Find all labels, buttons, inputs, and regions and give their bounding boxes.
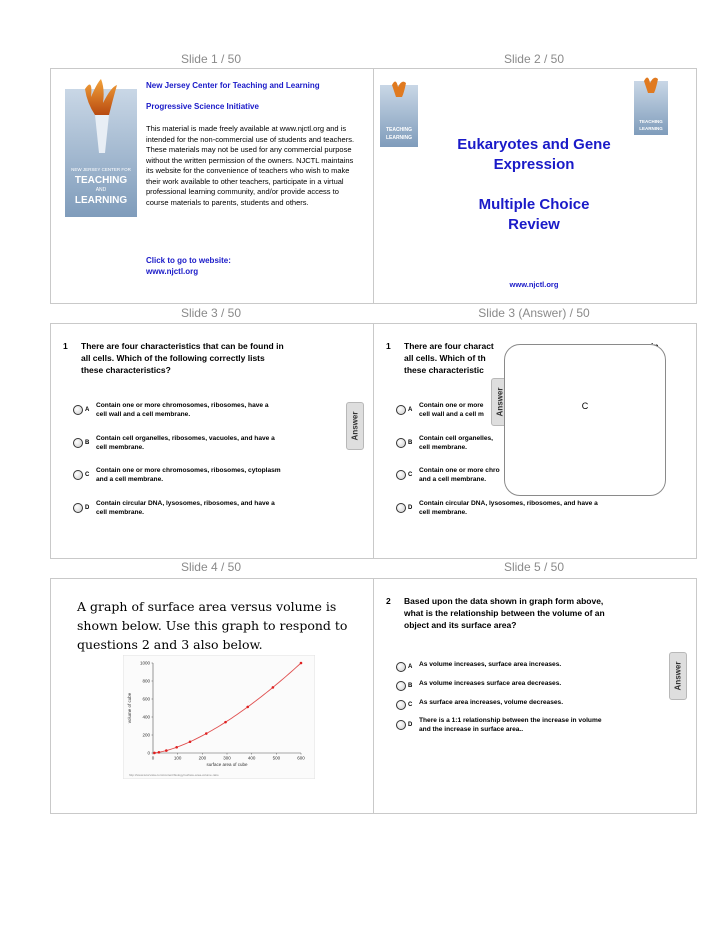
option-letter: C — [408, 702, 413, 708]
slide-3-answer[interactable] — [373, 323, 697, 559]
slide-caption-3-answer: Slide 3 (Answer) / 50 — [478, 306, 590, 320]
slide-caption-5: Slide 5 / 50 — [503, 560, 565, 574]
data-point — [153, 752, 156, 755]
instructions-line2: shown below. Use this graph to respond to — [77, 618, 348, 633]
question-number: 1 — [63, 341, 68, 351]
y-tick-label: 1000 — [139, 660, 150, 666]
logo-text-line3: AND — [95, 187, 107, 193]
option-text: As volume increases surface area decreases. — [419, 680, 562, 687]
option-text: As volume increases, surface area increases. — [419, 661, 562, 668]
question-line1: Based upon the data shown in graph form above, — [404, 596, 604, 606]
option-text: Contain one or more cell wall and a cell m — [419, 402, 484, 418]
option-letter: D — [85, 505, 90, 511]
initiative-name: Progressive Science Initiative — [146, 102, 259, 111]
njctl-logo-left — [380, 79, 418, 147]
option-letter: C — [408, 472, 413, 478]
data-point — [272, 686, 275, 689]
option-b[interactable] — [388, 678, 688, 692]
question-line2: all cells. Which of th — [404, 353, 486, 363]
option-letter: A — [85, 407, 90, 413]
question-line3: these characteristics? — [81, 365, 171, 375]
option-letter: B — [408, 683, 413, 689]
slide-caption-3: Slide 3 / 50 — [180, 306, 242, 320]
surface-volume-chart — [123, 655, 315, 779]
intro-paragraph: This material is made freely available at www.njctl.org and is intended for the non-commercial use of students and teachers. These materials may not be used for any commercial purpose without the written permission of the owners. NJCTL maintains its website for the convenience of teachers who wish to make their work available to other teachers, participate in a virtual professional learning community, and/or provide access to course materials to parents, students and others. — [146, 124, 355, 207]
y-tick-label: 800 — [142, 678, 150, 684]
deck-subtitle-line2: Review — [508, 216, 560, 233]
option-text: As surface area increases, volume decreases. — [419, 699, 564, 706]
website-prompt: Click to go to website: — [146, 256, 231, 265]
graph-instructions — [77, 597, 347, 654]
slide-caption-4: Slide 4 / 50 — [180, 560, 242, 574]
option-letter: C — [85, 472, 90, 478]
option-text: Contain one or more chromosomes, ribosomes, cytoplasm and a cell membrane. — [96, 467, 281, 483]
data-point — [189, 740, 192, 743]
question-line2: what is the relationship between the volume of an — [404, 608, 605, 618]
question-number: 2 — [386, 596, 391, 606]
radio-button[interactable] — [396, 405, 406, 415]
x-tick-label: 100 — [173, 755, 182, 761]
org-name: New Jersey Center for Teaching and Learning — [146, 81, 320, 90]
slide-1[interactable] — [50, 68, 374, 304]
slide-5[interactable] — [373, 578, 697, 814]
x-tick-label: 400 — [247, 755, 256, 761]
njctl-logo — [65, 79, 137, 219]
slide-2[interactable] — [373, 68, 697, 304]
radio-button[interactable] — [73, 405, 83, 415]
slide-caption-2: Slide 2 / 50 — [503, 52, 565, 66]
option-text: There is a 1:1 relationship between the increase in volume and the increase in surface area.. — [419, 717, 602, 733]
radio-button[interactable] — [73, 438, 83, 448]
image-credit: http://www.tutorvista.com/content/biology/surface-area-volume-ratio — [129, 773, 219, 777]
option-text: Contain cell organelles, cell membrane. — [419, 435, 494, 451]
data-point — [205, 732, 208, 735]
njctl-logo-right — [634, 75, 668, 135]
radio-button[interactable] — [73, 470, 83, 480]
logo-text-line4: LEARNING — [74, 195, 128, 206]
instructions-line1: A graph of surface area versus volume is — [77, 599, 337, 614]
answer-tab-label: Answer — [350, 411, 360, 441]
option-letter: D — [408, 722, 413, 728]
x-tick-label: 200 — [198, 755, 207, 761]
option-d[interactable] — [388, 717, 688, 737]
question-line2: all cells. Which of the following correctly lists — [81, 353, 265, 363]
radio-button[interactable] — [396, 503, 406, 513]
option-c[interactable] — [388, 697, 688, 711]
logo-left-text1: TEACHING — [385, 127, 413, 133]
question-number: 1 — [386, 341, 391, 351]
data-point — [300, 662, 303, 665]
answer-tab-label: Answer — [495, 387, 505, 417]
data-point — [246, 706, 249, 709]
option-letter: A — [408, 407, 413, 413]
slide-4[interactable] — [50, 578, 374, 814]
slide-caption-1: Slide 1 / 50 — [180, 52, 242, 66]
question-line1: There are four charact — [404, 341, 494, 351]
x-tick-label: 300 — [223, 755, 231, 761]
option-a[interactable] — [388, 659, 688, 673]
option-text: Contain circular DNA, lysosomes, ribosomes, and have a cell membrane. — [419, 500, 598, 516]
radio-button[interactable] — [396, 700, 406, 710]
logo-right-text2: LEARNING — [639, 126, 663, 131]
y-tick-label: 0 — [147, 750, 150, 756]
deck-title-line2: Expression — [493, 156, 575, 173]
question-line1: There are four characteristics that can be found in — [81, 341, 284, 351]
instructions-line3: questions 2 and 3 also below. — [77, 637, 263, 652]
x-tick-label: 0 — [151, 755, 155, 761]
option-letter: B — [85, 440, 90, 446]
answer-tab-label: Answer — [673, 661, 683, 691]
question-line3: object and its surface area? — [404, 620, 517, 630]
data-point — [165, 749, 168, 752]
x-tick-label: 600 — [297, 755, 305, 761]
radio-button[interactable] — [396, 470, 406, 480]
deck-title-line1: Eukaryotes and Gene — [457, 136, 611, 153]
option-letter: D — [408, 505, 413, 511]
radio-button[interactable] — [396, 681, 406, 691]
option-d[interactable] — [65, 500, 365, 520]
data-point — [175, 746, 178, 749]
answer-reveal-box[interactable] — [504, 344, 666, 496]
answer-value: C — [581, 401, 589, 411]
logo-text-line2: TEACHING — [74, 175, 128, 186]
website-link[interactable]: www.njctl.org — [146, 267, 199, 276]
option-a[interactable] — [65, 402, 365, 422]
deck-website-link[interactable]: www.njctl.org — [509, 280, 559, 289]
radio-button[interactable] — [396, 662, 406, 672]
radio-button[interactable] — [73, 503, 83, 513]
option-text: Contain one or more chromosomes, ribosomes, have a cell wall and a cell membrane. — [96, 402, 269, 418]
option-c[interactable] — [65, 467, 365, 487]
option-letter: B — [408, 440, 413, 446]
option-d[interactable] — [388, 500, 688, 520]
logo-text-line1: NEW JERSEY CENTER FOR — [71, 167, 131, 172]
y-axis-label: volume of cube — [127, 692, 132, 724]
y-tick-label: 200 — [142, 732, 150, 738]
option-text: Contain circular DNA, lysosomes, ribosomes, and have a cell membrane. — [96, 500, 275, 516]
data-point — [158, 751, 161, 754]
option-letter: A — [408, 664, 413, 670]
question-line3: these characteristic — [404, 365, 484, 375]
radio-button[interactable] — [396, 438, 406, 448]
slide-3[interactable] — [50, 323, 374, 559]
y-tick-label: 400 — [142, 714, 150, 720]
logo-right-text1: TEACHING — [639, 119, 663, 124]
option-text: Contain one or more chro and a cell membrane. — [419, 467, 500, 483]
logo-left-text2: LEARNING — [385, 135, 413, 141]
x-tick-label: 500 — [272, 755, 281, 761]
x-axis-label: surface area of cube — [206, 762, 248, 767]
y-tick-label: 600 — [142, 696, 150, 702]
data-point — [224, 721, 227, 724]
radio-button[interactable] — [396, 720, 406, 730]
deck-subtitle-line1: Multiple Choice — [478, 196, 590, 213]
option-b[interactable] — [65, 435, 365, 455]
option-text: Contain cell organelles, ribosomes, vacuoles, and have a cell membrane. — [96, 435, 275, 451]
